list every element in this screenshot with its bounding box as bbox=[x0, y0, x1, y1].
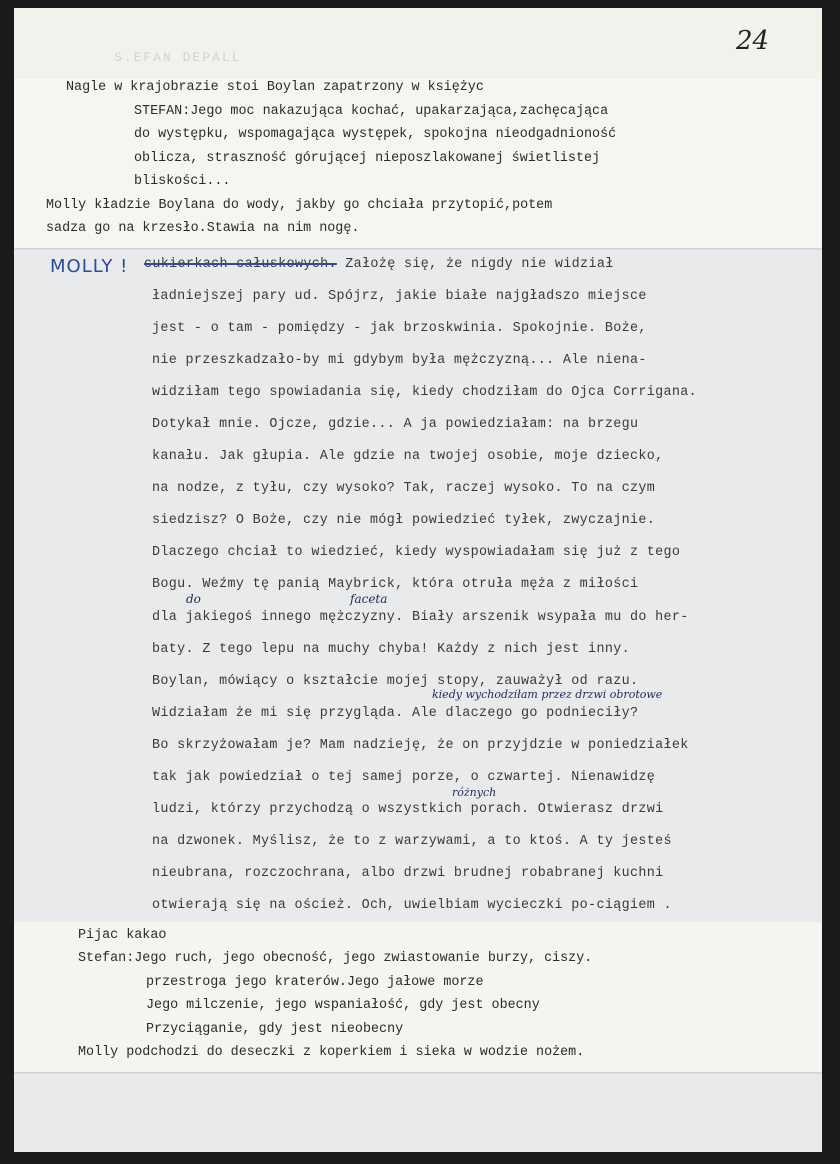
stage-direction: Molly kładzie Boylana do wody, jakby go chciała przytopić,potem bbox=[46, 198, 553, 213]
stefan-line: przestroga jego kraterów.Jego jałowe morze bbox=[146, 975, 484, 990]
header-strip bbox=[14, 8, 822, 80]
handwritten-insert-do: do bbox=[186, 592, 201, 606]
stefan-line: Jego milczenie, jego wspaniałość, gdy jest obecny bbox=[146, 998, 540, 1013]
handwritten-insert-roznych: różnych bbox=[452, 786, 497, 799]
stage-direction: Nagle w krajobrazie stoi Boylan zapatrzony w księżyc bbox=[66, 80, 484, 95]
body-line bbox=[144, 257, 614, 272]
body-line-rest: Założę się, że nigdy nie widział bbox=[336, 257, 614, 272]
body-line: Dotykał mnie. Ojcze, gdzie... A ja powiedziałam: na brzegu bbox=[152, 417, 639, 432]
body-line: Dlaczego chciał to wiedzieć, kiedy wyspowiadałam się już z tego bbox=[152, 545, 681, 560]
stage-direction: Molly podchodzi do deseczki z koperkiem i sieka w wodzie nożem. bbox=[78, 1045, 585, 1060]
body-line: Boylan, mówiący o kształcie mojej stopy, zauważył od razu. bbox=[152, 674, 639, 689]
body-line: dla jakiegoś innego mężczyzny. Biały arszenik wsypała mu do her- bbox=[152, 610, 689, 625]
body-line: tak jak powiedział o tej samej porze, o czwartej. Nienawidzę bbox=[152, 770, 656, 785]
body-line: Widziałam że mi się przygląda. Ale dlaczego go podnieciły? bbox=[152, 706, 639, 721]
body-line: Bogu. Weźmy tę panią Maybrick, która otruła męża z miłości bbox=[152, 577, 639, 592]
body-line: otwierają się na oścież. Och, uwielbiam wycieczki po-ciągiem . bbox=[152, 898, 672, 913]
handwritten-molly-label: MOLLY ! bbox=[50, 256, 129, 277]
stefan-line: Przyciąganie, gdy jest nieobecny bbox=[146, 1022, 404, 1037]
body-line: siedzisz? O Boże, czy nie mógł powiedzieć tyłek, zwyczajnie. bbox=[152, 513, 656, 528]
body-line: na nodze, z tyłu, czy wysoko? Tak, raczej wysoko. To na czym bbox=[152, 481, 656, 496]
body-line: ładniejszej pary ud. Spójrz, jakie białe najgładszo miejsce bbox=[152, 289, 647, 304]
body-line: widziłam tego spowiadania się, kiedy chodziłam do Ojca Corrigana. bbox=[152, 385, 698, 400]
body-line: Bo skrzyżowałam je? Mam nadzieję, że on przyjdzie w poniedziałek bbox=[152, 738, 689, 753]
handwritten-insert-kiedy: kiedy wychodziłam przez drzwi obrotowe bbox=[432, 688, 663, 701]
body-line: kanału. Jak głupia. Ale gdzie na twojej osobie, moje dziecko, bbox=[152, 449, 664, 464]
stage-direction: Pijac kakao bbox=[78, 928, 167, 943]
stage-direction: sadza go na krzesło.Stawia na nim nogę. bbox=[46, 221, 360, 236]
handwritten-insert-faceta: faceta bbox=[350, 592, 388, 606]
body-line: nie przeszkadzało-by mi gdybym była mężczyzną... Ale niena- bbox=[152, 353, 647, 368]
stefan-line: bliskości... bbox=[134, 174, 231, 189]
struck-text: cukierkach całuskowych. bbox=[144, 257, 337, 272]
body-line: ludzi, którzy przychodzą o wszystkich porach. Otwierasz drzwi bbox=[152, 802, 664, 817]
stefan-line: Stefan:Jego ruch, jego obecność, jego zwiastowanie burzy, ciszy. bbox=[78, 951, 593, 966]
header-ghost-text: S.EFAN DEPALL bbox=[114, 50, 242, 65]
body-line: nieubrana, rozczochrana, albo drzwi brudnej robabranej kuchni bbox=[152, 866, 664, 881]
body-line: baty. Z tego lepu na muchy chyba! Każdy z nich jest inny. bbox=[152, 642, 630, 657]
stefan-line: oblicza, straszność górującej nieposzlakowanej świetlistej bbox=[134, 151, 601, 166]
page-number: 24 bbox=[736, 26, 770, 56]
stefan-line: do występku, wspomagająca występek, spokojna nieodgadnioność bbox=[134, 127, 617, 142]
body-line: jest - o tam - pomiędzy - jak brzoskwinia. Spokojnie. Boże, bbox=[152, 321, 647, 336]
stefan-line: STEFAN:Jego moc nakazująca kochać, upakarzająca,zachęcająca bbox=[134, 104, 609, 119]
body-line: na dzwonek. Myślisz, że to z warzywami, a to ktoś. A ty jesteś bbox=[152, 834, 672, 849]
